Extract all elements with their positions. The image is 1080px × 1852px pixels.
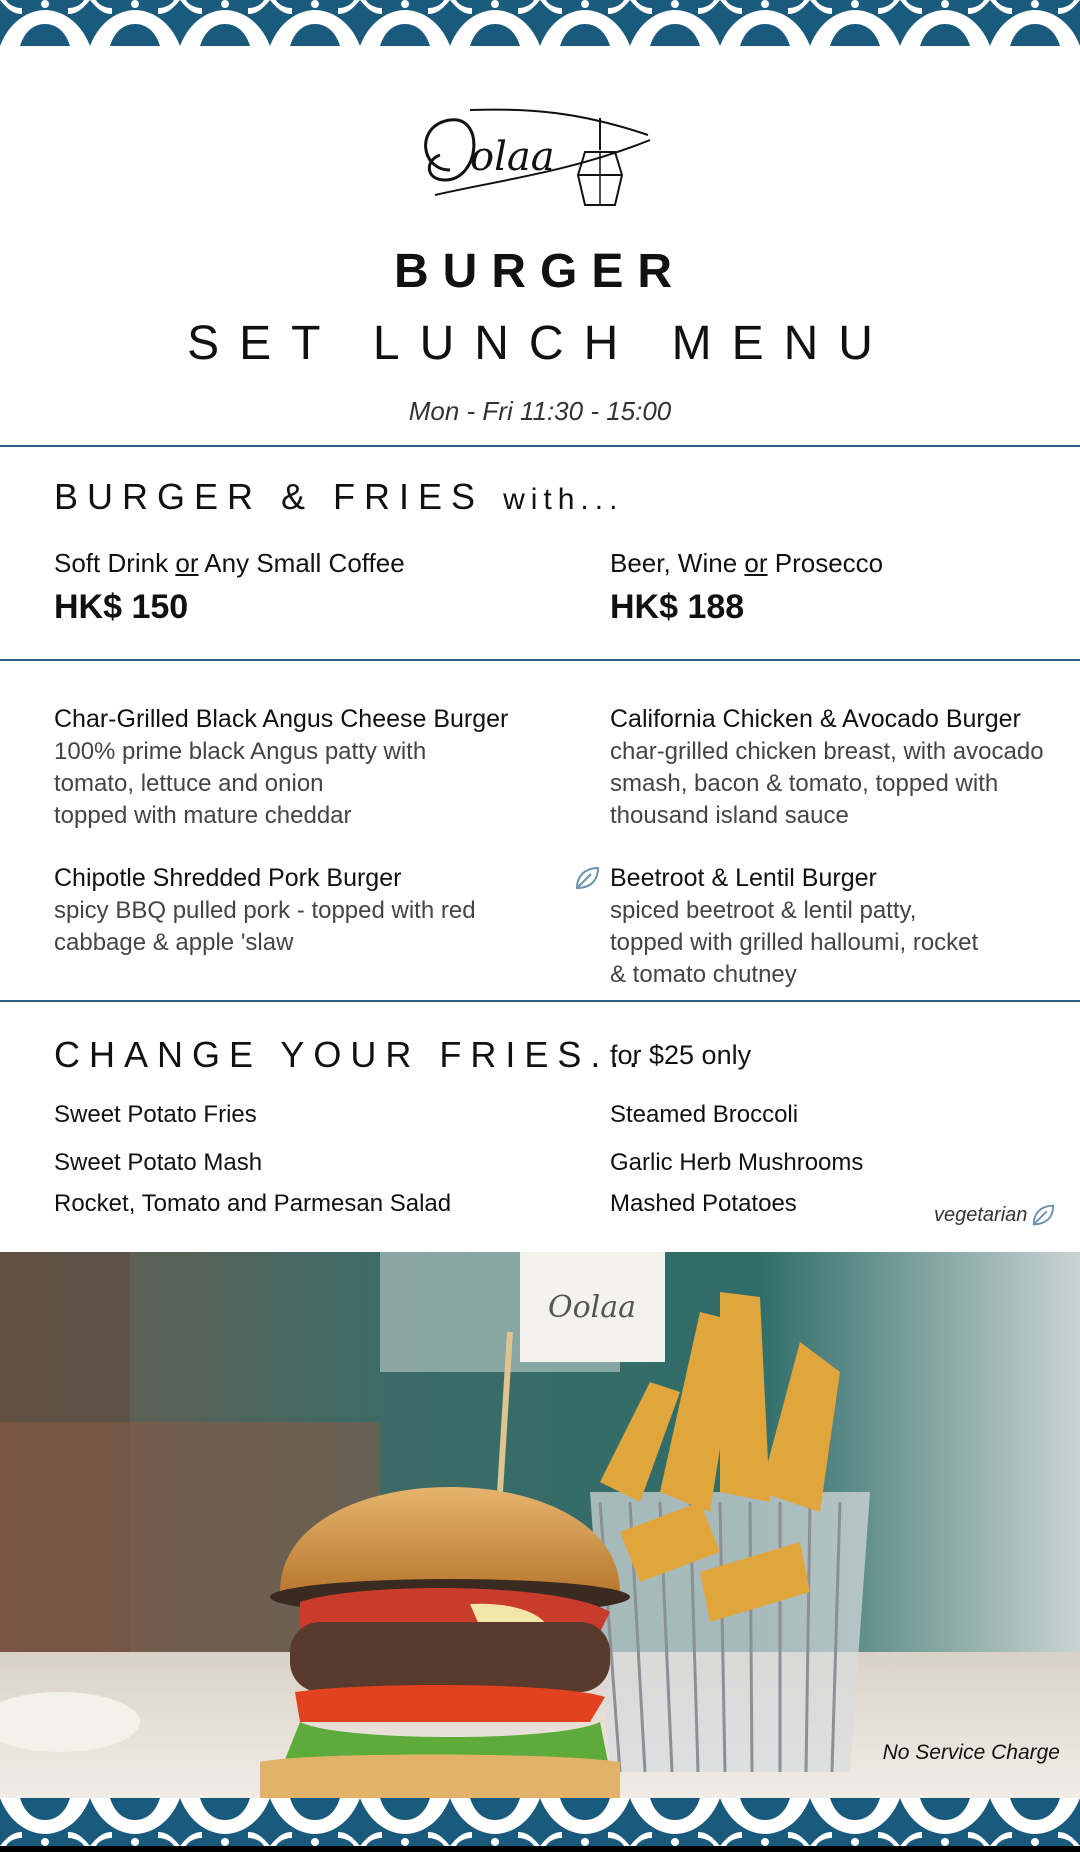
change-fries-heading: CHANGE YOUR FRIES... [54, 1034, 648, 1075]
option-alcohol [610, 548, 883, 579]
no-service-charge: No Service Charge [882, 1741, 1060, 1764]
menu-subtitle: SET LUNCH MENU [187, 317, 893, 370]
description-line: 100% prime black Angus patty with [54, 738, 427, 765]
description-line: tomato, lettuce and onion [54, 770, 324, 797]
side-option: Rocket, Tomato and Parmesan Salad [54, 1190, 452, 1217]
service-hours: Mon - Fri 11:30 - 15:00 [408, 396, 672, 426]
description-line: smash, bacon & tomato, topped with [610, 770, 999, 797]
description-line: & tomato chutney [610, 961, 797, 988]
bottom-pattern-band [0, 1798, 1080, 1846]
option-or: or [175, 548, 199, 578]
side-option: Sweet Potato Mash [54, 1149, 263, 1176]
vegetarian-leaf-icon [573, 864, 601, 897]
burger-fries-heading [54, 476, 623, 518]
option-text: Soft Drink [54, 548, 176, 578]
side-option: Sweet Potato Fries [54, 1101, 257, 1128]
change-fries-price: for $25 only [610, 1040, 752, 1070]
svg-text:olaa: olaa [470, 134, 555, 180]
bottom-edge [0, 1846, 1080, 1852]
burger-name: Char-Grilled Black Angus Cheese Burger [54, 705, 509, 733]
description-line: thousand island sauce [610, 802, 849, 829]
burger-description [54, 895, 514, 959]
burger-name: Beetroot & Lentil Burger [610, 864, 877, 892]
burger-description [610, 895, 1070, 991]
option-text: Any Small Coffee [198, 548, 405, 578]
description-line: topped with mature cheddar [54, 802, 352, 829]
price-soft-drink: HK$ 150 [54, 588, 189, 626]
side-option: Steamed Broccoli [610, 1101, 799, 1128]
description-line: spicy BBQ pulled pork - topped with red [54, 897, 476, 924]
description-line: char-grilled chicken breast, with avocado [610, 738, 1044, 765]
description-line: topped with grilled halloumi, rocket [610, 929, 979, 956]
menu-title: BURGER [393, 245, 686, 298]
side-option: Mashed Potatoes [610, 1190, 797, 1217]
burger-and-fries-photo [0, 1252, 1080, 1798]
burger-description [610, 736, 1070, 832]
price-alcohol: HK$ 188 [610, 588, 745, 626]
option-text: Beer, Wine [610, 548, 745, 578]
burger-description [54, 736, 514, 832]
option-soft-drink [54, 548, 405, 579]
vegetarian-legend-label: vegetarian [934, 1204, 1028, 1226]
flag-logo-text: Oolaa [548, 1290, 637, 1325]
top-pattern-band [0, 0, 1080, 46]
side-option: Garlic Herb Mushrooms [610, 1149, 864, 1176]
section-divider [0, 1000, 1080, 1002]
description-line: cabbage & apple 'slaw [54, 929, 294, 956]
burger-name: Chipotle Shredded Pork Burger [54, 864, 402, 892]
section-divider [0, 659, 1080, 661]
burger-fries-heading-main: BURGER & FRIES [54, 476, 485, 517]
description-line: spiced beetroot & lentil patty, [610, 897, 917, 924]
burger-name: California Chicken & Avocado Burger [610, 705, 1021, 733]
burger-fries-heading-suffix: with... [503, 483, 624, 516]
option-text: Prosecco [767, 548, 884, 578]
option-or: or [744, 548, 768, 578]
oolaa-logo [410, 100, 670, 230]
section-divider [0, 445, 1080, 447]
vegetarian-legend-leaf-icon [1030, 1202, 1056, 1233]
